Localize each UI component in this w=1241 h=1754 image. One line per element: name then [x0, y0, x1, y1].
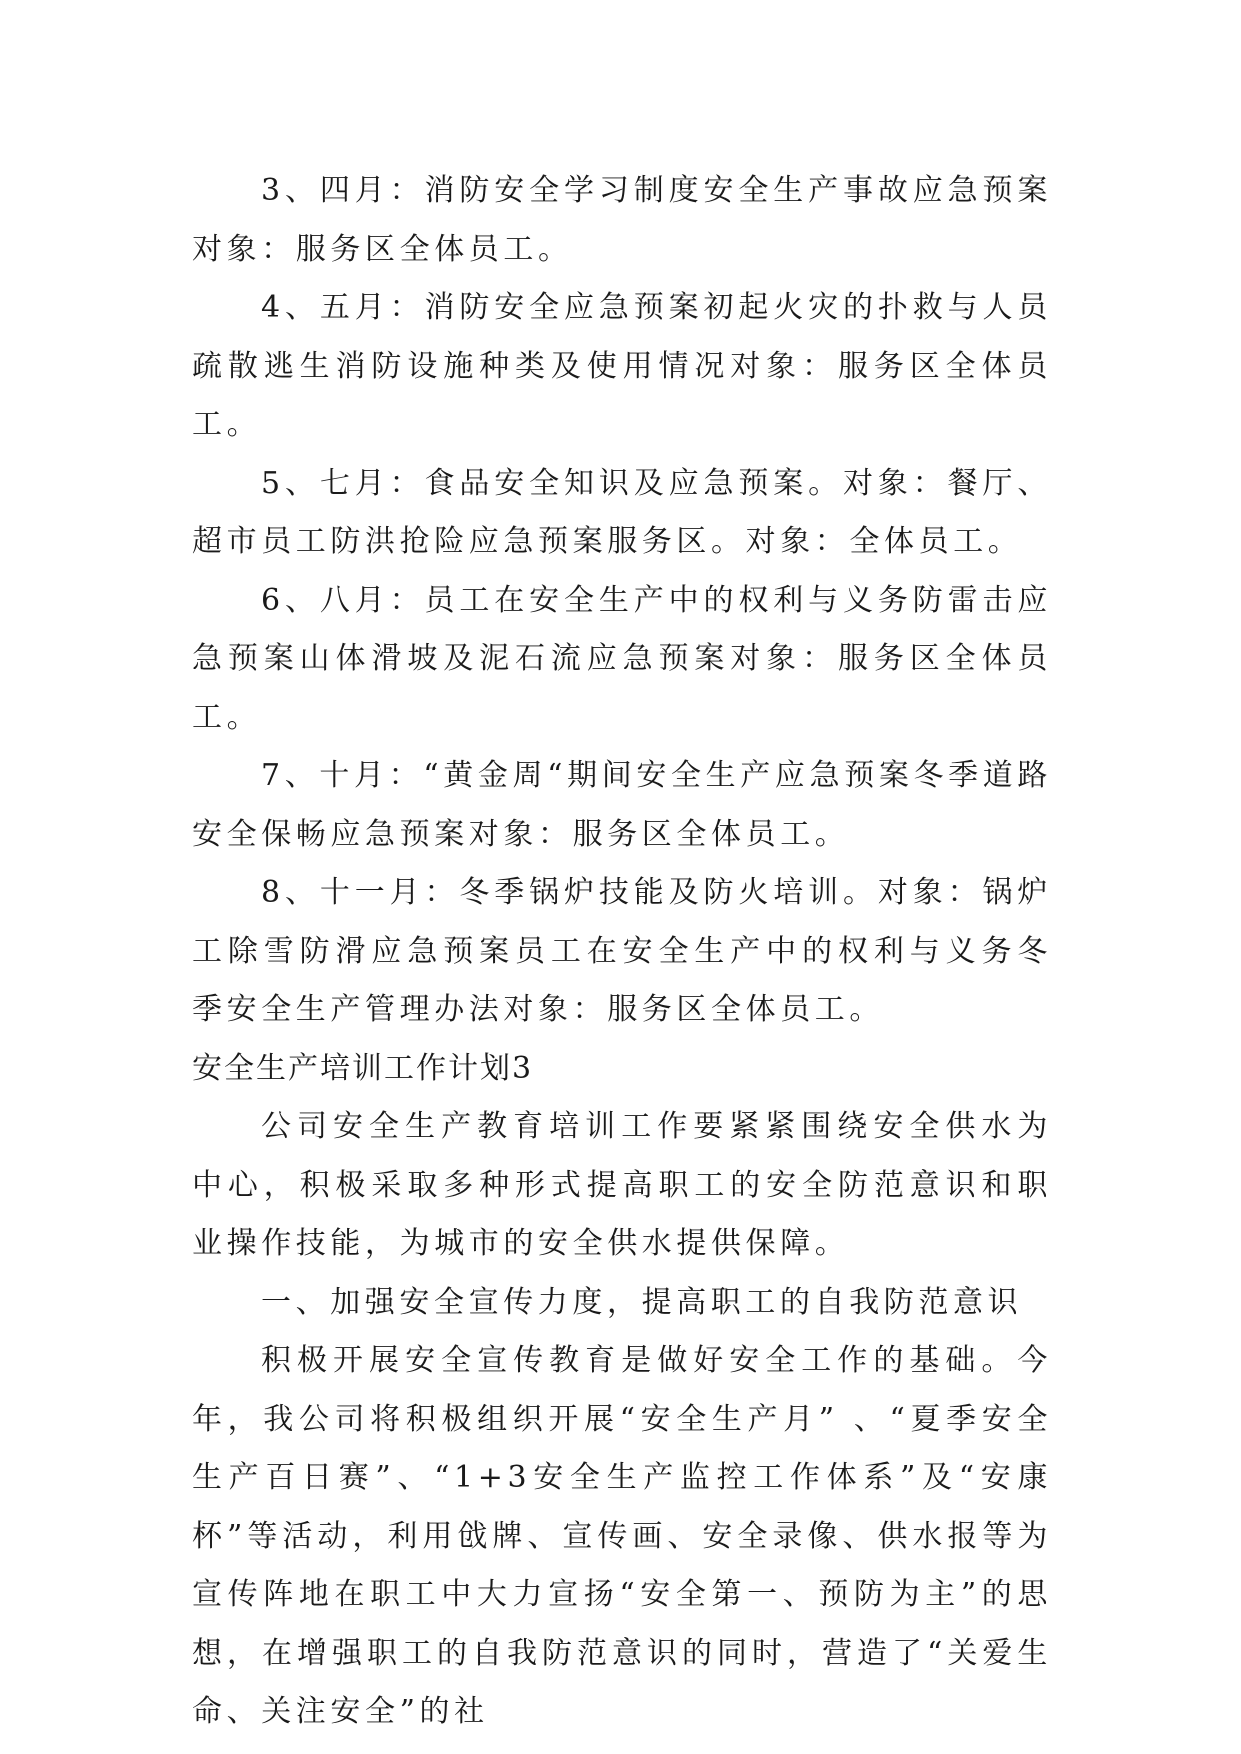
- paragraph-intro: 公司安全生产教育培训工作要紧紧围绕安全供水为中心，积极采取多种形式提高职工的安全防范意识和职业操作技能，为城市的安全供水提供保障。: [192, 1109, 1052, 1261]
- paragraph-november: 8、十一月：冬季锅炉技能及防火培训。对象：锅炉工除雪防滑应急预案员工在安全生产中的权利与义务冬季安全生产管理办法对象：服务区全体员工。: [192, 875, 1052, 1027]
- paragraph-july: 5、七月：食品安全知识及应急预案。对象：餐厅、超市员工防洪抢险应急预案服务区。对象：全体员工。: [192, 465, 1052, 559]
- paragraph-safety-publicity: 积极开展安全宣传教育是做好安全工作的基础。今年，我公司将积极组织开展“安全生产月” 、“夏季安全生产百日赛”、“1+3安全生产监控工作体系”及“安康杯”等活动，利用戗牌、宣传画、安全录像、供水报等为宣传阵地在职工中大力宣扬“安全第一、预防为主”的思想，在增强职工的自我防范意识的同时，营造了“关爱生命、关注安全”的社: [192, 1343, 1052, 1729]
- document-body: [192, 162, 1052, 1742]
- section-heading: 安全生产培训工作计划3: [192, 1050, 534, 1086]
- paragraph-april: 3、四月：消防安全学习制度安全生产事故应急预案对象：服务区全体员工。: [192, 173, 1052, 267]
- paragraph-subheading-one: 一、加强安全宣传力度，提高职工的自我防范意识: [261, 1284, 1023, 1320]
- paragraph-october: 7、十月：“黄金周“期间安全生产应急预案冬季道路安全保畅应急预案对象：服务区全体员工。: [192, 758, 1052, 852]
- paragraph-may: 4、五月：消防安全应急预案初起火灾的扑救与人员疏散逃生消防设施种类及使用情况对象：服务区全体员工。: [192, 290, 1052, 442]
- paragraph-august: 6、八月：员工在安全生产中的权利与义务防雷击应急预案山体滑坡及泥石流应急预案对象：服务区全体员工。: [192, 582, 1052, 735]
